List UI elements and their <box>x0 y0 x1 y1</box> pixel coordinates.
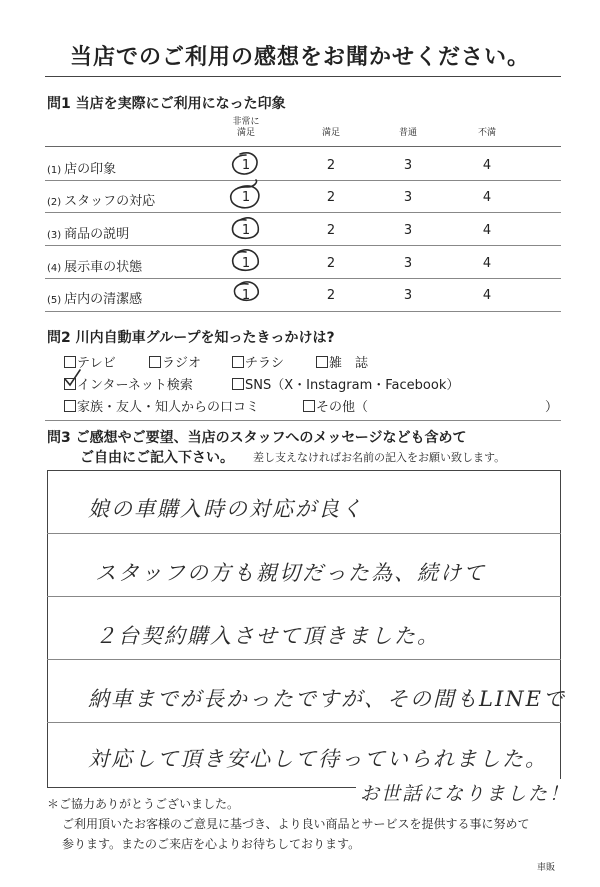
check-mark-icon <box>62 368 82 388</box>
option-label: テレビ <box>77 356 116 371</box>
option-label: SNS（X・Instagram・Facebook） <box>245 378 460 393</box>
option-label: その他（ <box>316 400 369 415</box>
comment-line <box>47 722 561 723</box>
option-other[interactable] <box>303 396 368 415</box>
handwritten-line: 娘の車購入時の対応が良く <box>88 497 364 521</box>
checkbox[interactable] <box>232 356 244 368</box>
title-divider <box>45 76 561 77</box>
checkbox[interactable] <box>316 356 328 368</box>
handwritten-signoff: お世話になりました！ <box>356 779 574 806</box>
option-other-close: ） <box>545 400 559 415</box>
checkbox[interactable] <box>303 400 315 412</box>
option-radio[interactable] <box>149 352 201 371</box>
q3-heading-line1: 問3 ご感想やご要望、当店のスタッフへのメッセージなども含めて <box>47 430 467 446</box>
score-3[interactable]: 3 <box>403 190 413 205</box>
comment-line <box>47 659 561 660</box>
checkbox[interactable] <box>64 356 76 368</box>
option-sns[interactable] <box>232 374 459 393</box>
q1-row-num: (3) <box>47 230 62 241</box>
score-3[interactable]: 3 <box>403 223 413 238</box>
score-1[interactable]: 1 <box>241 190 251 205</box>
row-divider <box>45 278 561 279</box>
handwritten-line: ２台契約購入させて頂きました。 <box>95 624 440 648</box>
option-label: 家族・友人・知人からの口コミ <box>77 400 260 415</box>
option-label: チラシ <box>245 356 285 371</box>
score-1[interactable]: 1 <box>241 288 251 303</box>
q1-row-label <box>47 190 155 209</box>
score-1[interactable]: 1 <box>241 223 251 238</box>
comment-line <box>47 596 561 597</box>
q2-divider <box>45 420 561 421</box>
q1-row-text: 展示車の状態 <box>64 260 143 275</box>
col-very-satisfied-label: 非常に 満足 <box>232 117 260 138</box>
option-word-of-mouth[interactable] <box>64 396 259 415</box>
option-flyer[interactable] <box>232 352 284 371</box>
q1-row-num: (2) <box>47 197 62 208</box>
q1-row-text: 店の印象 <box>64 162 117 177</box>
option-label: ラジオ <box>162 356 202 371</box>
score-2[interactable]: 2 <box>326 223 336 238</box>
col-satisfied: 満足 <box>321 128 340 138</box>
q1-row-num: (5) <box>47 295 62 306</box>
handwritten-circle-marks <box>218 140 278 310</box>
q3-name-note: 差し支えなければお名前の記入をお願い致します。 <box>253 451 506 464</box>
row-divider <box>45 180 561 181</box>
score-4[interactable]: 4 <box>482 190 492 205</box>
option-label: 雑 誌 <box>329 356 369 371</box>
score-3[interactable]: 3 <box>403 158 413 173</box>
page-title: 当店でのご利用の感想をお聞かせください。 <box>69 45 530 70</box>
col-very-satisfied <box>226 117 266 139</box>
score-4[interactable]: 4 <box>482 256 492 271</box>
score-1[interactable]: 1 <box>241 158 251 173</box>
q1-row-text: スタッフの対応 <box>64 194 156 209</box>
q1-row-text: 商品の説明 <box>64 227 130 242</box>
handwritten-line: 対応して頂き安心して待っていられました。 <box>88 747 548 771</box>
q1-row-label <box>47 256 142 275</box>
q1-header-divider <box>45 146 561 147</box>
q1-row-num: (4) <box>47 263 62 274</box>
score-2[interactable]: 2 <box>326 256 336 271</box>
footer-message-line1: ご利用頂いたお客様のご意見に基づき、より良い商品とサービスを提供する事に努めて <box>62 817 530 831</box>
col-dissatisfied: 不満 <box>477 128 496 138</box>
option-internet-search[interactable] <box>64 374 193 393</box>
q1-heading: 問1 当店を実際にご利用になった印象 <box>47 96 286 112</box>
option-label: インターネット検索 <box>77 378 193 393</box>
q1-row-num: (1) <box>47 165 62 176</box>
q1-row-label <box>47 223 129 242</box>
row-divider <box>45 245 561 246</box>
col-normal: 普通 <box>398 128 417 138</box>
checkbox[interactable] <box>232 378 244 390</box>
option-magazine[interactable] <box>316 352 368 371</box>
form-tag: 車販 <box>537 863 556 873</box>
score-4[interactable]: 4 <box>482 158 492 173</box>
score-4[interactable]: 4 <box>482 223 492 238</box>
score-3[interactable]: 3 <box>403 288 413 303</box>
score-2[interactable]: 2 <box>326 158 336 173</box>
q1-row-label <box>47 158 116 177</box>
score-2[interactable]: 2 <box>326 190 336 205</box>
q2-heading: 問2 川内自動車グループを知ったきっかけは? <box>47 330 335 346</box>
footer-thanks: ＊ご協力ありがとうございました。 <box>47 797 240 811</box>
score-3[interactable]: 3 <box>403 256 413 271</box>
checkbox[interactable] <box>64 400 76 412</box>
score-4[interactable]: 4 <box>482 288 492 303</box>
q1-row-text: 店内の清潔感 <box>64 292 143 307</box>
row-divider <box>45 311 561 312</box>
score-2[interactable]: 2 <box>326 288 336 303</box>
q3-heading-line2: ご自由にご記入下さい。 <box>80 450 234 466</box>
handwritten-line: 納車までが長かったですが、その間もLINEで <box>88 687 566 711</box>
q1-row-label <box>47 288 142 307</box>
footer-message-line2: 参ります。またのご来店を心よりお待ちしております。 <box>62 837 361 851</box>
comment-line <box>47 533 561 534</box>
handwritten-line: スタッフの方も親切だった為、続けて <box>95 561 486 585</box>
score-1[interactable]: 1 <box>241 256 251 271</box>
row-divider <box>45 212 561 213</box>
checkbox[interactable] <box>149 356 161 368</box>
